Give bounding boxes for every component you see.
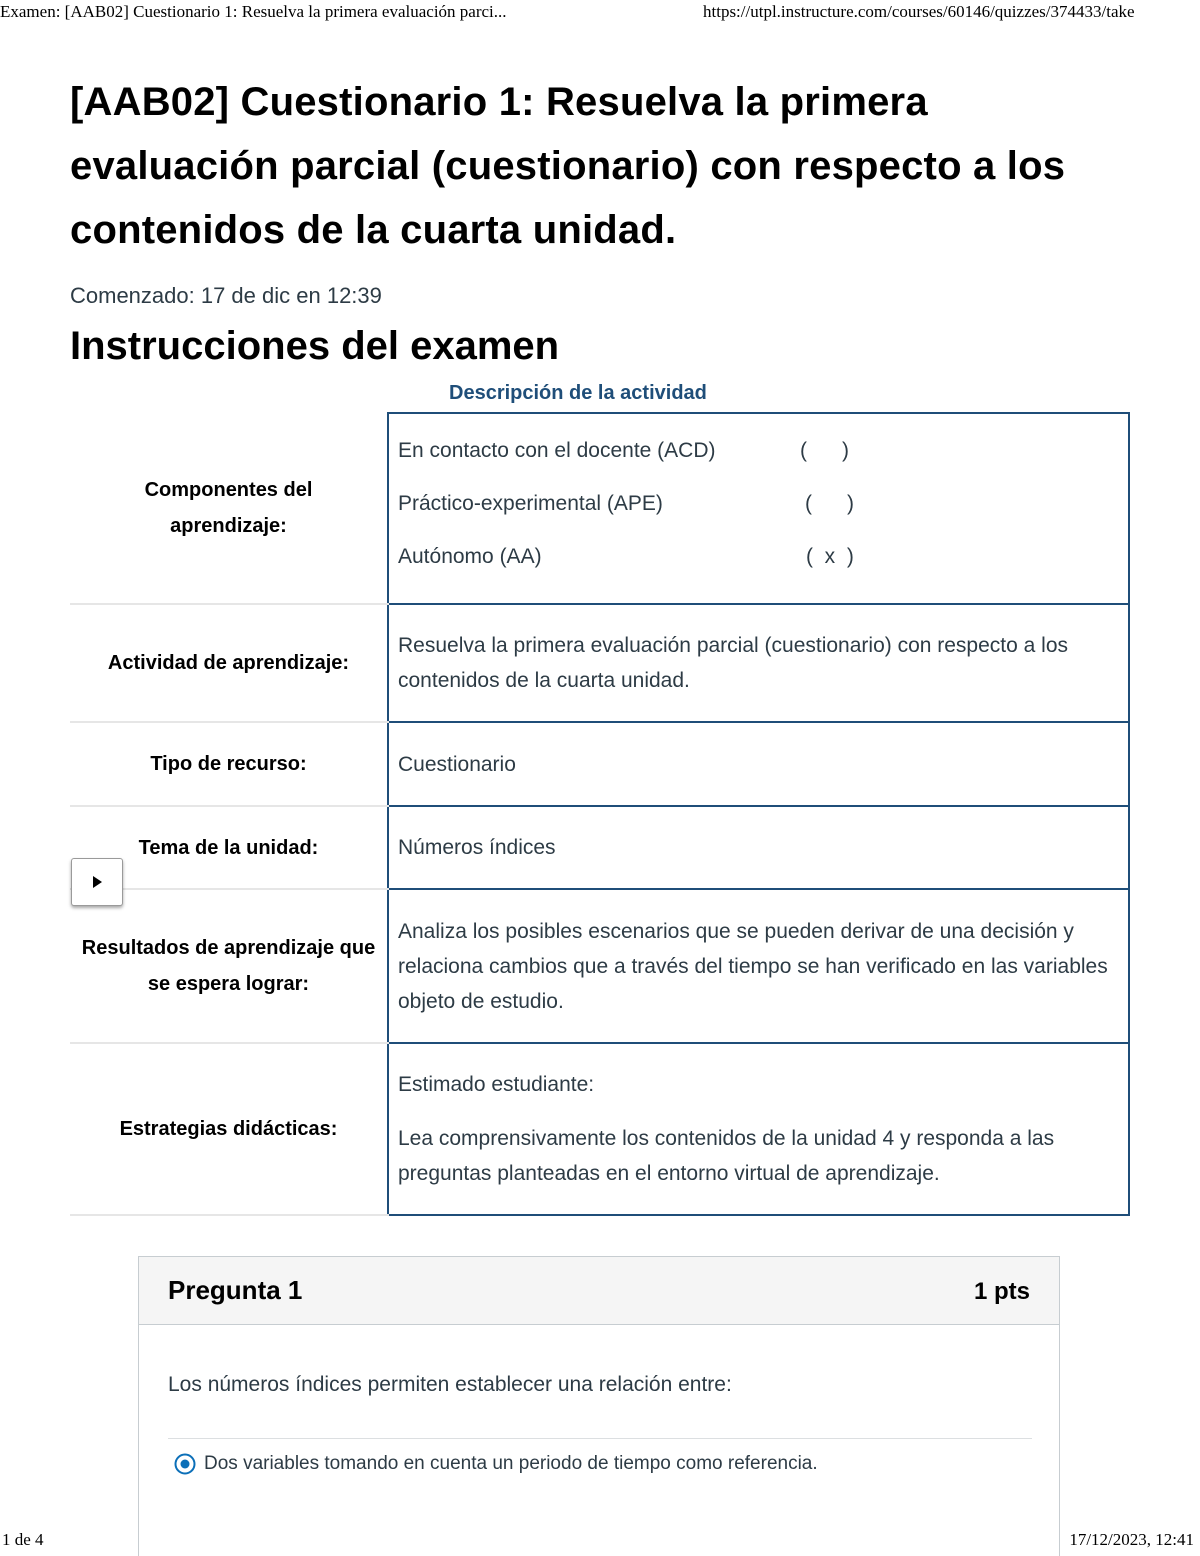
print-footer xyxy=(0,1530,1200,1552)
quiz-content xyxy=(70,70,1130,372)
print-header xyxy=(0,0,1200,26)
media-play-button[interactable] xyxy=(71,858,123,906)
activity-value: Resuelva la primera evaluación parcial (cuestionario) con respecto a los contenidos de la cuarta unidad. xyxy=(388,604,1129,722)
play-icon xyxy=(90,875,104,889)
component-item-mark: ( ) xyxy=(800,439,849,462)
question-text: Los números índices permiten establecer una relación entre: xyxy=(168,1373,732,1396)
table-row-unit-topic xyxy=(70,806,1129,889)
strategies-greeting: Estimado estudiante: xyxy=(398,1073,595,1096)
table-row-components xyxy=(70,413,1129,604)
question-header xyxy=(139,1257,1059,1325)
quiz-title: [AAB02] Cuestionario 1: Resuelva la primera evaluación parcial (cuestionario) con respecto a los contenidos de la cuarta unidad. xyxy=(70,80,1066,252)
component-item xyxy=(398,477,1118,530)
component-item xyxy=(398,424,1118,477)
unit-topic-value: Números índices xyxy=(388,806,1129,889)
question-points: 1 pts xyxy=(973,1278,1030,1305)
table-row-resource-type xyxy=(70,722,1129,806)
unit-topic-label: Tema de la unidad: xyxy=(70,806,388,889)
resource-type-label: Tipo de recurso: xyxy=(70,722,388,806)
question-title: Pregunta 1 xyxy=(168,1275,303,1305)
outcomes-label-text: Resultados de aprendizaje que se espera lograr: xyxy=(81,937,376,995)
table-row-activity xyxy=(70,604,1129,722)
activity-description-table xyxy=(70,412,1130,1216)
answer-option-text: Dos variables tomando en cuenta un periodo de tiempo como referencia. xyxy=(204,1453,818,1474)
component-item-name: Práctico-experimental (APE) xyxy=(398,492,663,515)
components-value xyxy=(388,413,1129,604)
table-row-strategies xyxy=(70,1043,1129,1215)
question-card xyxy=(138,1256,1060,1556)
resource-type-value: Cuestionario xyxy=(388,722,1129,806)
components-label-text: Componentes del aprendizaje: xyxy=(144,479,313,537)
table-row-outcomes xyxy=(70,889,1129,1043)
component-item-name: En contacto con el docente (ACD) xyxy=(398,439,716,462)
component-item-mark: ( ) xyxy=(805,492,854,515)
radio-selected-icon[interactable] xyxy=(174,1453,196,1475)
components-label xyxy=(70,413,388,604)
print-datetime: 17/12/2023, 12:41 xyxy=(1069,1530,1194,1549)
component-item-name: Autónomo (AA) xyxy=(398,545,542,568)
strategies-text: Lea comprensivamente los contenidos de la unidad 4 y responda a las preguntas planteadas en el entorno virtual de aprendizaje. xyxy=(398,1127,1055,1185)
outcomes-value: Analiza los posibles escenarios que se pueden derivar de una decisión y relaciona cambios que a través del tiempo se han verificado en las variables objeto de estudio. xyxy=(388,889,1129,1043)
component-item xyxy=(398,530,1118,583)
answer-divider xyxy=(168,1438,1032,1439)
print-page-number: 1 de 4 xyxy=(2,1530,44,1549)
print-header-url: https://utpl.instructure.com/courses/60146/quizzes/374433/take xyxy=(703,2,1135,21)
activity-description-title: Descripción de la actividad xyxy=(449,382,707,404)
outcomes-label xyxy=(70,889,388,1043)
strategies-value xyxy=(388,1043,1129,1215)
print-header-title: Examen: [AAB02] Cuestionario 1: Resuelva la primera evaluación parci... xyxy=(0,2,507,21)
activity-label: Actividad de aprendizaje: xyxy=(70,604,388,722)
component-item-mark: ( x ) xyxy=(806,545,854,568)
answer-option[interactable] xyxy=(174,1453,818,1475)
quiz-started-time: Comenzado: 17 de dic en 12:39 xyxy=(70,283,382,308)
instructions-heading: Instrucciones del examen xyxy=(70,324,560,368)
strategies-label: Estrategias didácticas: xyxy=(70,1043,388,1215)
